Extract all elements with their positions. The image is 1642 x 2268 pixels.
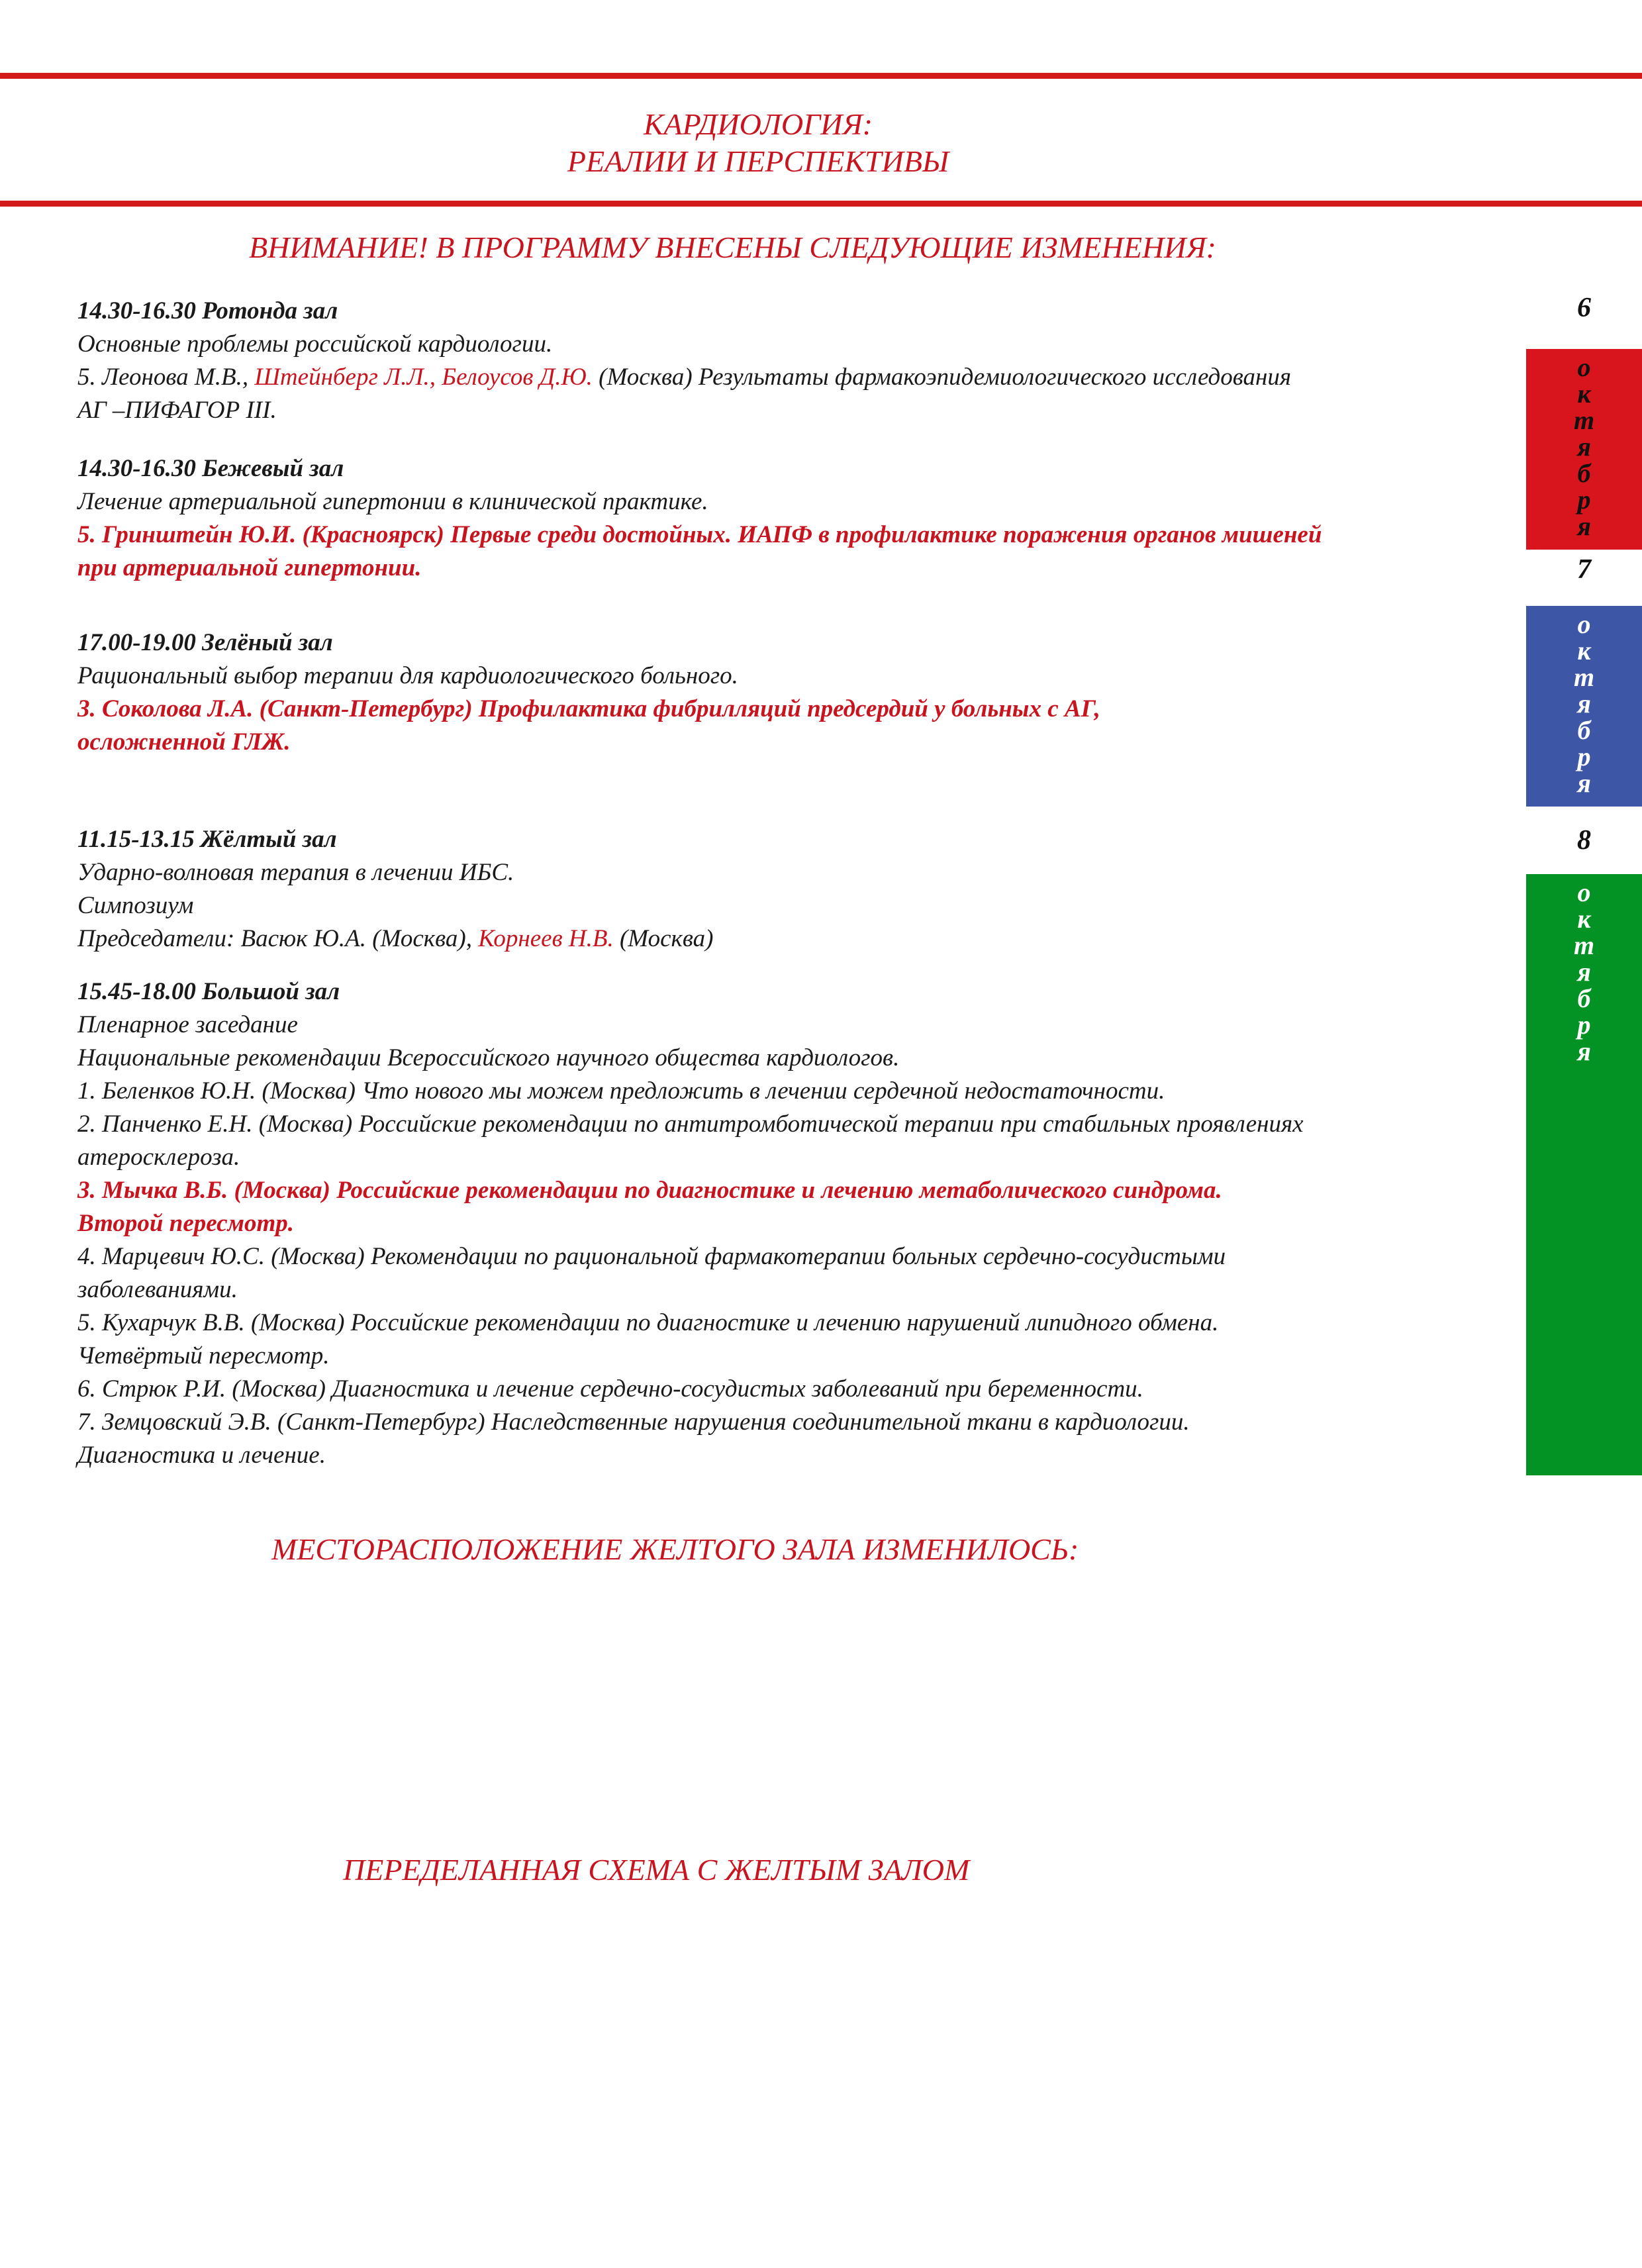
session-item-changed-continued: при артериальной гипертонии. — [77, 554, 422, 581]
session-type: Пленарное заседание — [77, 1011, 298, 1038]
date-6: 6 — [1577, 293, 1591, 323]
month-letter: о — [1577, 609, 1591, 639]
session-heading: 15.45-18.00 Большой зал — [77, 978, 340, 1005]
session-topic: Рациональный выбор терапии для кардиологического больного. — [77, 662, 738, 689]
session-item — [77, 361, 1501, 394]
chairs-city: (Москва) — [613, 925, 714, 952]
month-letter: о — [1577, 877, 1591, 907]
month-letter: я — [1577, 1036, 1591, 1066]
page-title-line-1: КАРДИОЛОГИЯ: — [643, 107, 873, 141]
list-item: 4. Марцевич Ю.С. (Москва) Рекомендации по рациональной фармакотерапии больных сердечно-сосудистыми — [77, 1243, 1226, 1270]
chairs-changed-name: Корнеев Н.В. — [478, 925, 614, 952]
date-7: 7 — [1577, 554, 1591, 585]
month-letter: к — [1577, 904, 1591, 934]
list-item: 7. Земцовский Э.В. (Санкт-Петербург) Наследственные нарушения соединительной ткани в кардиологии. — [77, 1408, 1190, 1436]
session-item-changed-continued: осложненной ГЛЖ. — [77, 728, 291, 756]
session-heading: 14.30-16.30 Ротонда зал — [77, 297, 338, 324]
list-item-continued: заболеваниями. — [77, 1276, 238, 1303]
month-letter: к — [1577, 379, 1591, 409]
session-topic: Основные проблемы российской кардиологии. — [77, 330, 553, 358]
month-letter: т — [1573, 405, 1595, 435]
list-item-continued: Диагностика и лечение. — [77, 1442, 326, 1469]
session-item-continued: АГ –ПИФАГОР III. — [77, 397, 277, 424]
month-letter: р — [1577, 742, 1591, 771]
session-heading: 14.30-16.30 Бежевый зал — [77, 455, 344, 482]
month-letter: я — [1577, 957, 1591, 987]
session-heading: 17.00-19.00 Зелёный зал — [77, 629, 333, 656]
month-letter: я — [1577, 689, 1591, 718]
page-title-line-2: РЕАЛИИ И ПЕРСПЕКТИВЫ — [567, 144, 949, 178]
date-8: 8 — [1577, 825, 1591, 856]
session-beige — [77, 452, 1501, 585]
bottom-rule — [0, 201, 1642, 207]
month-letter: б — [1577, 715, 1591, 745]
location-change-heading: МЕСТОРАСПОЛОЖЕНИЕ ЖЕЛТОГО ЗАЛА ИЗМЕНИЛОСЬ: — [271, 1532, 1079, 1566]
session-topic: Национальные рекомендации Всероссийского научного общества кардиологов. — [77, 1044, 900, 1071]
month-letter: о — [1577, 352, 1591, 382]
month-letter: т — [1573, 662, 1595, 692]
month-letter: к — [1577, 636, 1591, 666]
session-main-hall — [77, 975, 1501, 1472]
item-changed-authors: Штейнберг Л.Л., Белоусов Д.Ю. — [254, 364, 593, 391]
list-item: 1. Беленков Ю.Н. (Москва) Что нового мы можем предложить в лечении сердечной недостаточности. — [77, 1077, 1165, 1105]
list-item-changed-continued: Второй пересмотр. — [77, 1210, 294, 1237]
month-bar-red — [1526, 349, 1642, 550]
session-chairs — [77, 922, 1501, 956]
session-rotunda — [77, 295, 1501, 427]
session-green — [77, 626, 1501, 759]
month-letter: я — [1577, 511, 1591, 541]
list-item: 5. Кухарчук В.В. (Москва) Российские рекомендации по диагностике и лечению нарушений липидного обмена. — [77, 1309, 1219, 1336]
list-item-continued: Четвёртый пересмотр. — [77, 1342, 330, 1369]
session-item-changed: 5. Гринштейн Ю.И. (Красноярск) Первые среди достойных. ИАПФ в профилактике поражения органов мишеней — [77, 521, 1322, 548]
month-letter: т — [1573, 930, 1595, 960]
session-heading: 11.15-13.15 Жёлтый зал — [77, 826, 337, 853]
session-topic: Ударно-волновая терапия в лечении ИБС. — [77, 859, 514, 886]
month-letter: р — [1577, 1010, 1591, 1040]
month-letter: я — [1577, 432, 1591, 462]
month-bar-green — [1526, 874, 1642, 1475]
month-letter: р — [1577, 485, 1591, 515]
changes-notice: ВНИМАНИЕ! В ПРОГРАММУ ВНЕСЕНЫ СЛЕДУЮЩИЕ ИЗМЕНЕНИЯ: — [249, 230, 1216, 264]
session-item-changed: 3. Соколова Л.А. (Санкт-Петербург) Профилактика фибрилляций предсердий у больных с АГ, — [77, 695, 1100, 722]
top-rule — [0, 73, 1642, 79]
item-author: 5. Леонова М.В., — [77, 364, 255, 391]
list-item: 6. Стрюк Р.И. (Москва) Диагностика и лечение сердечно-сосудистых заболеваний при беременности. — [77, 1375, 1143, 1403]
chairs-label: Председатели: Васюк Ю.А. (Москва), — [77, 925, 479, 952]
list-item-changed: 3. Мычка В.Б. (Москва) Российские рекомендации по диагностике и лечению метаболического синдрома. — [77, 1177, 1222, 1204]
list-item-continued: атеросклероза. — [77, 1144, 240, 1171]
session-type: Симпозиум — [77, 892, 194, 919]
month-bar-blue — [1526, 606, 1642, 807]
scheme-heading: ПЕРЕДЕЛАННАЯ СХЕМА С ЖЕЛТЫМ ЗАЛОМ — [343, 1853, 970, 1887]
month-letter: б — [1577, 983, 1591, 1013]
month-letter: я — [1577, 768, 1591, 798]
session-topic: Лечение артериальной гипертонии в клинической практике. — [77, 488, 708, 515]
month-letter: б — [1577, 458, 1591, 488]
list-item: 2. Панченко Е.Н. (Москва) Российские рекомендации по антитромботической терапии при стабильных проявлениях — [77, 1110, 1304, 1138]
session-yellow — [77, 823, 1501, 956]
item-title: (Москва) Результаты фармакоэпидемиологического исследования — [592, 364, 1292, 391]
